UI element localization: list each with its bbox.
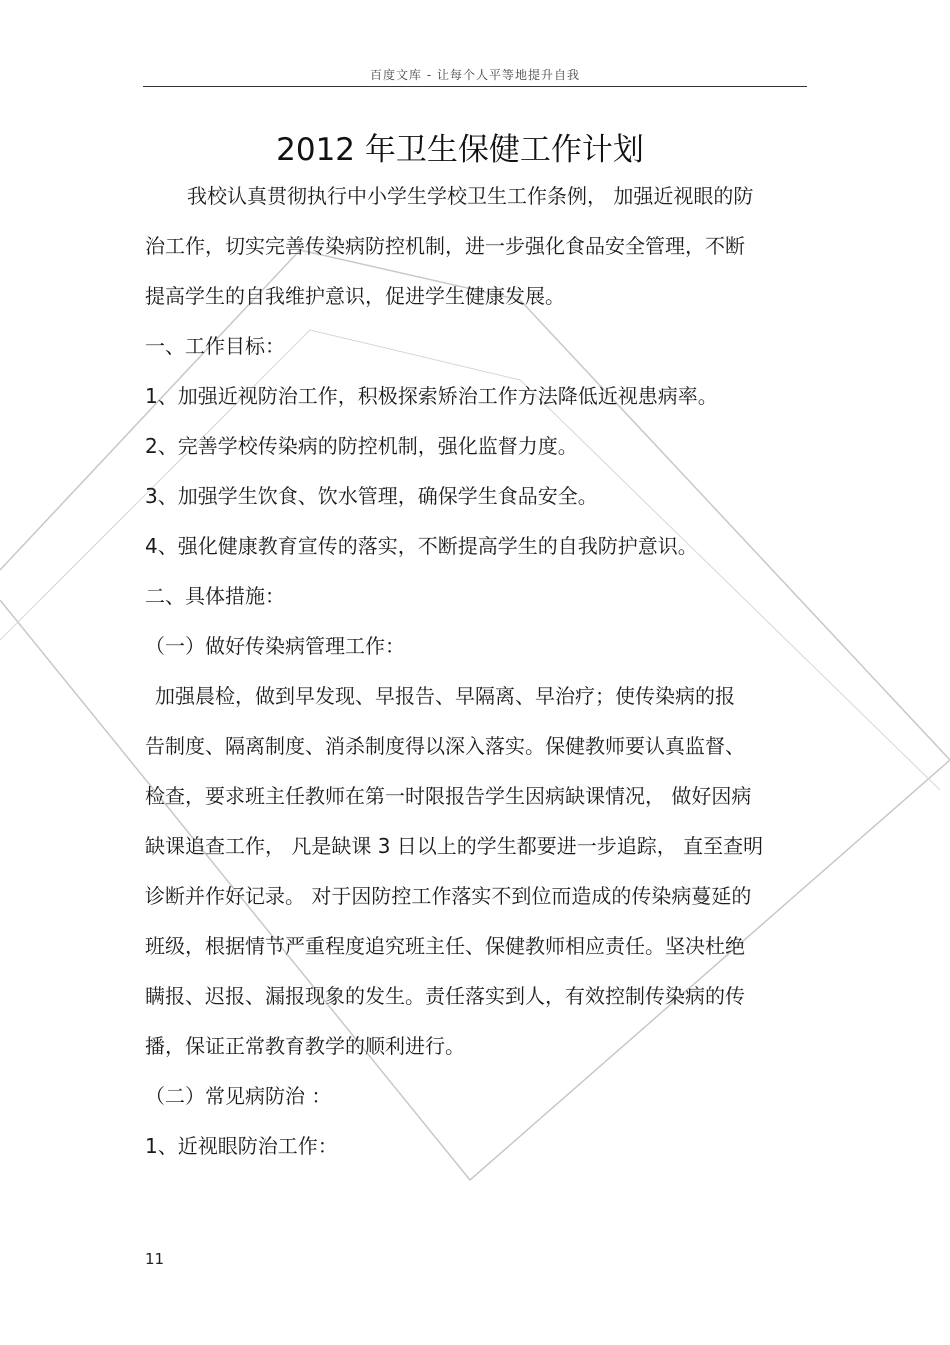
list-item: 1、加强近视防治工作，积极探索矫治工作方法降低近视患病率。: [145, 384, 718, 408]
body-line: 告制度、隔离制度、消杀制度得以深入落实。保健教师要认真监督、: [145, 734, 745, 758]
list-item: 3、加强学生饮食、饮水管理，确保学生食品安全。: [145, 484, 598, 508]
body-line: 诊断并作好记录。 对于因防控工作落实不到位而造成的传染病蔓延的: [145, 884, 752, 908]
body-line: 检查，要求班主任教师在第一时限报告学生因病缺课情况， 做好因病: [145, 784, 752, 808]
document-title: 2012 年卫生保健工作计划: [276, 132, 644, 168]
body-line: 缺课追查工作， 凡是缺课 3 日以上的学生都要进一步追踪， 直至查明: [145, 834, 764, 858]
body-line: 瞒报、迟报、漏报现象的发生。责任落实到人，有效控制传染病的传: [145, 984, 745, 1008]
list-item: 1、近视眼防治工作：: [145, 1134, 338, 1158]
body-line: 播，保证正常教育教学的顺利进行。: [145, 1034, 465, 1058]
subsection-heading: （二）常见病防治 ：: [145, 1084, 332, 1108]
body-line: 班级，根据情节严重程度追究班主任、保健教师相应责任。坚决杜绝: [145, 934, 745, 958]
body-line: 提高学生的自我维护意识，促进学生健康发展。: [145, 284, 565, 308]
body-line: 加强晨检，做到早发现、早报告、早隔离、早治疗；使传染病的报: [155, 684, 735, 708]
list-item: 2、完善学校传染病的防控机制，强化监督力度。: [145, 434, 578, 458]
subsection-heading: （一）做好传染病管理工作：: [145, 634, 405, 658]
header-divider: [143, 86, 807, 87]
body-line: 我校认真贯彻执行中小学生学校卫生工作条例， 加强近视眼的防: [187, 184, 754, 208]
list-item: 4、强化健康教育宣传的落实，不断提高学生的自我防护意识。: [145, 534, 698, 558]
document-header: 百度文库 - 让每个人平等地提升自我: [370, 68, 580, 82]
section-heading: 二、具体措施：: [145, 584, 285, 608]
body-line: 治工作，切实完善传染病防控机制，进一步强化食品安全管理，不断: [145, 234, 745, 258]
page-number: 11: [145, 1250, 165, 1268]
section-heading: 一、工作目标：: [145, 334, 285, 358]
